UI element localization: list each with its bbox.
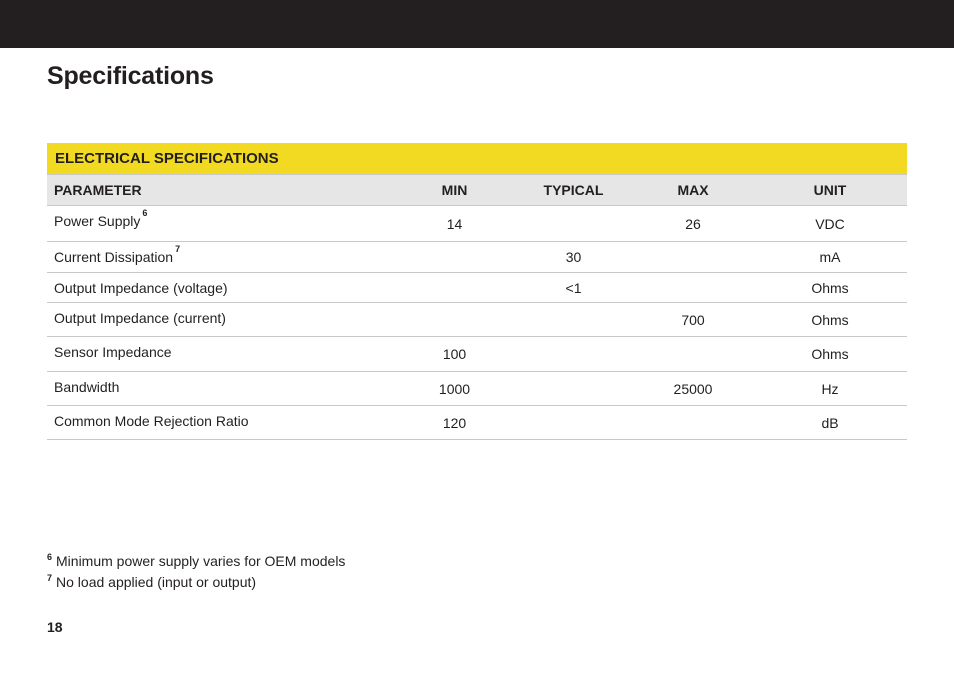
max-cell [633,242,753,272]
typical-cell [514,303,633,336]
typical-cell [514,206,633,241]
unit-cell: Ohms [811,346,849,362]
min-cell: 120 [442,414,467,431]
footnote-mark: 6 [47,552,53,563]
column-header-parameter: PARAMETER [54,182,142,198]
unit-cell: VDC [815,215,845,232]
electrical-specifications-table [47,143,907,440]
column-header-typical: TYPICAL [543,182,604,198]
max-cell: 26 [685,215,701,232]
parameter-label: Current Dissipation [54,249,174,265]
footnote-text: No load applied (input or output) [56,574,257,590]
parameter-label: Common Mode Rejection Ratio [54,413,249,429]
footnote [47,572,345,593]
footnote [47,551,345,572]
top-bar [0,0,954,48]
parameter-label: Power Supply [54,213,141,229]
parameter-cell: Current Dissipation 7 [54,244,181,265]
typical-cell: 30 [565,249,582,265]
typical-cell: <1 [565,279,582,296]
unit-cell: Ohms [811,279,849,296]
parameter-label: Output Impedance (current) [54,310,226,326]
table-row [47,406,907,440]
table-row [47,372,907,406]
max-cell: 700 [681,311,705,328]
parameter-cell [47,337,395,371]
table-row [47,303,907,337]
unit-cell: mA [819,249,841,265]
max-cell [633,273,753,302]
unit-cell: Hz [821,380,839,397]
typical-cell [514,406,633,439]
parameter-cell [47,273,395,302]
typical-cell [514,372,633,405]
footnotes [47,551,345,593]
parameter-cell [47,406,395,439]
parameter-cell: Power Supply 6 [54,208,148,229]
typical-cell [514,337,633,371]
column-header-unit: UNIT [813,182,847,198]
parameter-label: Bandwidth [54,379,120,395]
unit-cell: dB [821,414,839,431]
column-header-row [47,175,907,206]
table-row [47,206,907,242]
max-cell [633,406,753,439]
footnote-text: Minimum power supply varies for OEM models [56,553,346,569]
min-cell: 14 [446,215,463,232]
max-cell [633,337,753,371]
min-cell: 100 [442,346,467,362]
table-row [47,242,907,273]
footnote-mark: 7 [47,573,53,584]
parameter-cell [47,372,395,405]
max-cell: 25000 [673,380,713,397]
page-title: Specifications [47,62,214,90]
min-cell: 1000 [438,380,471,397]
parameter-label: Output Impedance (voltage) [54,280,228,296]
min-cell [395,303,514,336]
min-cell [395,273,514,302]
min-cell [395,242,514,272]
table-row [47,337,907,372]
parameter-cell [47,303,395,336]
table-row [47,273,907,303]
section-header: ELECTRICAL SPECIFICATIONS [47,143,907,175]
parameter-label: Sensor Impedance [54,344,172,360]
unit-cell: Ohms [811,311,849,328]
column-header-min: MIN [441,182,468,198]
column-header-max: MAX [677,182,709,198]
page-number: 18 [47,619,63,635]
